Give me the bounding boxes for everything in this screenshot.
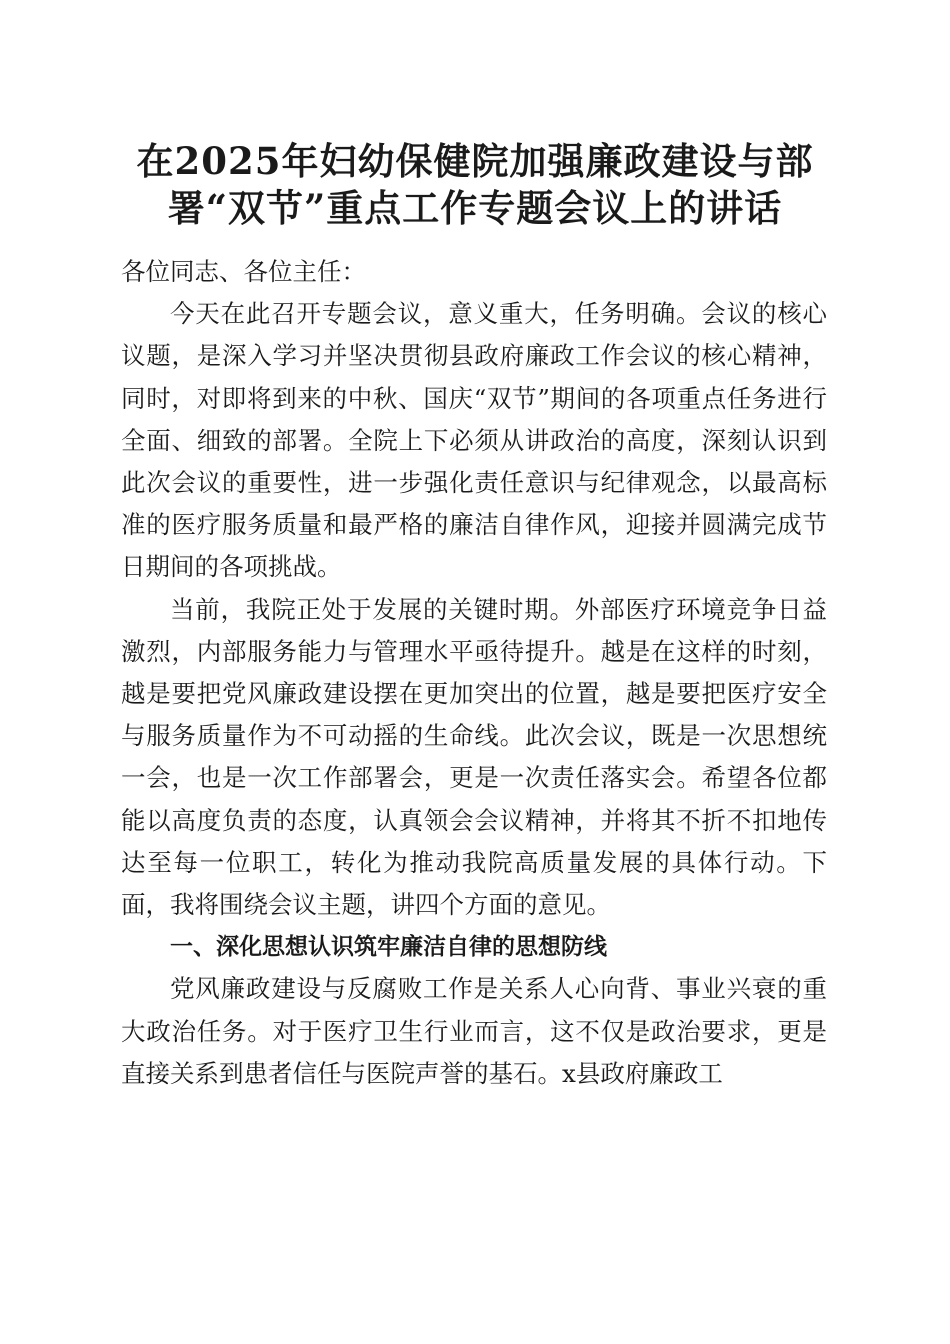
paragraph-opening: 今天在此召开专题会议，意义重大，任务明确。会议的核心议题，是深入学习并坚决贯彻县政府廉政工作会议的核心精神，同时，对即将到来的中秋、国庆“双节”期间的各项重点任务进行全面、细致的部署。全院上下必须从讲政治的高度，深刻认识到此次会议的重要性，进一步强化责任意识与纪律观念，以最高标准的医疗服务质量和最严格的廉洁自律作风，迎接并圆满完成节日期间的各项挑战。 — [121, 299, 827, 582]
salutation: 各位同志、各位主任： — [121, 257, 366, 286]
title-line-1: 在2025年妇幼保健院加强廉政建设与部 — [136, 139, 814, 183]
paragraph-situation: 当前，我院正处于发展的关键时期。外部医疗环境竞争日益激烈，内部服务能力与管理水平亟待提升。越是在这样的时刻，越是要把党风廉政建设摆在更加突出的位置，越是要把医疗安全与服务质量作为不可动摇的生命线。此次会议，既是一次思想统一会，也是一次工作部署会，更是一次责任落实会。希望各位都能以高度负责的态度，认真领会会议精神，并将其不折不扣地传达至每一位职工，转化为推动我院高质量发展的具体行动。下面，我将围绕会议主题，讲四个方面的意见。 — [121, 594, 827, 920]
section-heading-1: 一、深化思想认识筑牢廉洁自律的思想防线 — [170, 934, 607, 961]
document-title — [100, 138, 850, 232]
title-line-2: 署“双节”重点工作专题会议上的讲话 — [167, 186, 783, 230]
document-body — [121, 251, 827, 1095]
paragraph-section-1: 党风廉政建设与反腐败工作是关系人心向背、事业兴衰的重大政治任务。对于医疗卫生行业而言，这不仅是政治要求，更是直接关系到患者信任与医院声誉的基石。x县政府廉政工 — [121, 974, 827, 1088]
